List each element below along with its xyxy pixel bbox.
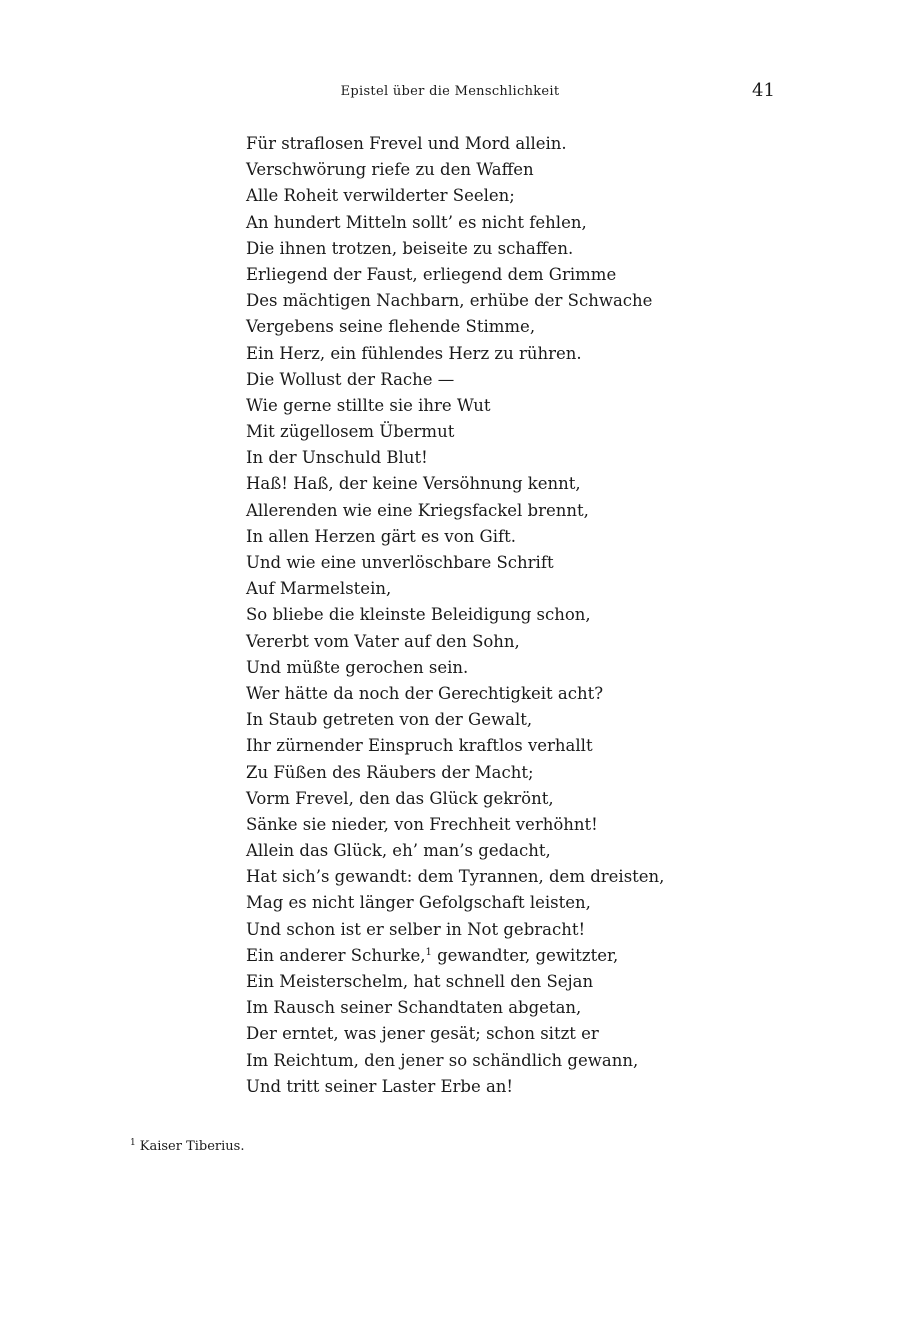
verse-line: Ihr zürnender Einspruch kraftlos verhallt [246,736,593,756]
verse-line: Vorm Frevel, den das Glück gekrönt, [246,788,554,808]
verse-line: Vergebens seine flehende Stimme, [246,317,536,337]
verse-line: Vererbt vom Vater auf den Sohn, [246,631,520,651]
verse-line: Auf Marmelstein, [246,579,392,599]
verse-line: Und müßte gerochen sein. [246,657,469,677]
verse-line: In Staub getreten von der Gewalt, [246,710,533,730]
verse-line: Sänke sie nieder, von Frechheit verhöhnt! [246,814,598,834]
verse-line: Des mächtigen Nachbarn, erhübe der Schwache [246,291,653,311]
verse-line: Haß! Haß, der keine Versöhnung kennt, [246,474,581,494]
verse-line: Die Wollust der Rache — [246,369,455,389]
verse-line: Und schon ist er selber in Not gebracht! [246,919,586,939]
verse-line: Erliegend der Faust, erliegend dem Grimme [246,264,617,284]
verse-line: An hundert Mitteln sollt’ es nicht fehlen, [246,212,587,232]
verse-line: Im Reichtum, den jener so schändlich gewann, [246,1050,639,1070]
verse-line-start: Ein anderer Schurke, [246,945,426,965]
verse-line: Allerenden wie eine Kriegsfackel brennt, [246,500,589,520]
verse-line: Ein Meisterschelm, hat schnell den Sejan [246,972,594,991]
footnote-reference: 1 [425,946,432,958]
verse-line: Die ihnen trotzen, beiseite zu schaffen. [246,238,574,258]
verse-line: Ein Herz, ein fühlendes Herz zu rühren. [246,343,582,363]
verse-line-with-footnote [246,943,846,969]
verse-line: So bliebe die kleinste Beleidigung schon, [246,605,591,625]
verse-line: Verschwörung riefe zu den Waffen [246,160,534,180]
running-title: Epistel über die Menschlichkeit [340,84,560,99]
verse-line: Im Rausch seiner Schandtaten abgetan, [246,998,582,1018]
footnote-text: Kaiser Tiberius. [139,1139,245,1154]
verse-line: Allein das Glück, eh’ man’s gedacht, [246,841,551,861]
verse-line: Für straflosen Frevel und Mord allein. [246,134,567,153]
verse-line: Wie gerne stillte sie ihre Wut [246,395,491,415]
page-number: 41 [752,80,775,101]
verse-line: Hat sich’s gewandt: dem Tyrannen, dem dreisten, [246,867,665,887]
poem-text [246,131,846,1100]
footnote-marker: 1 [130,1138,136,1148]
verse-line: Zu Füßen des Räubers der Macht; [246,762,534,782]
verse-line-end: gewandter, gewitzter, [431,945,619,965]
verse-line: Alle Roheit verwilderter Seelen; [246,186,515,206]
verse-line: Und tritt seiner Laster Erbe an! [246,1076,514,1096]
verse-line: Und wie eine unverlöschbare Schrift [246,553,554,572]
verse-line: In allen Herzen gärt es von Gift. [246,526,516,546]
verse-line: Der erntet, was jener gesät; schon sitzt er [246,1024,599,1044]
verse-line: Wer hätte da noch der Gerechtigkeit acht? [246,683,604,703]
verse-line: Mit zügellosem Übermut [246,422,455,442]
verse-line: Mag es nicht länger Gefolgschaft leisten, [246,893,591,913]
verse-line: In der Unschuld Blut! [246,448,428,468]
footnote [130,1138,244,1154]
